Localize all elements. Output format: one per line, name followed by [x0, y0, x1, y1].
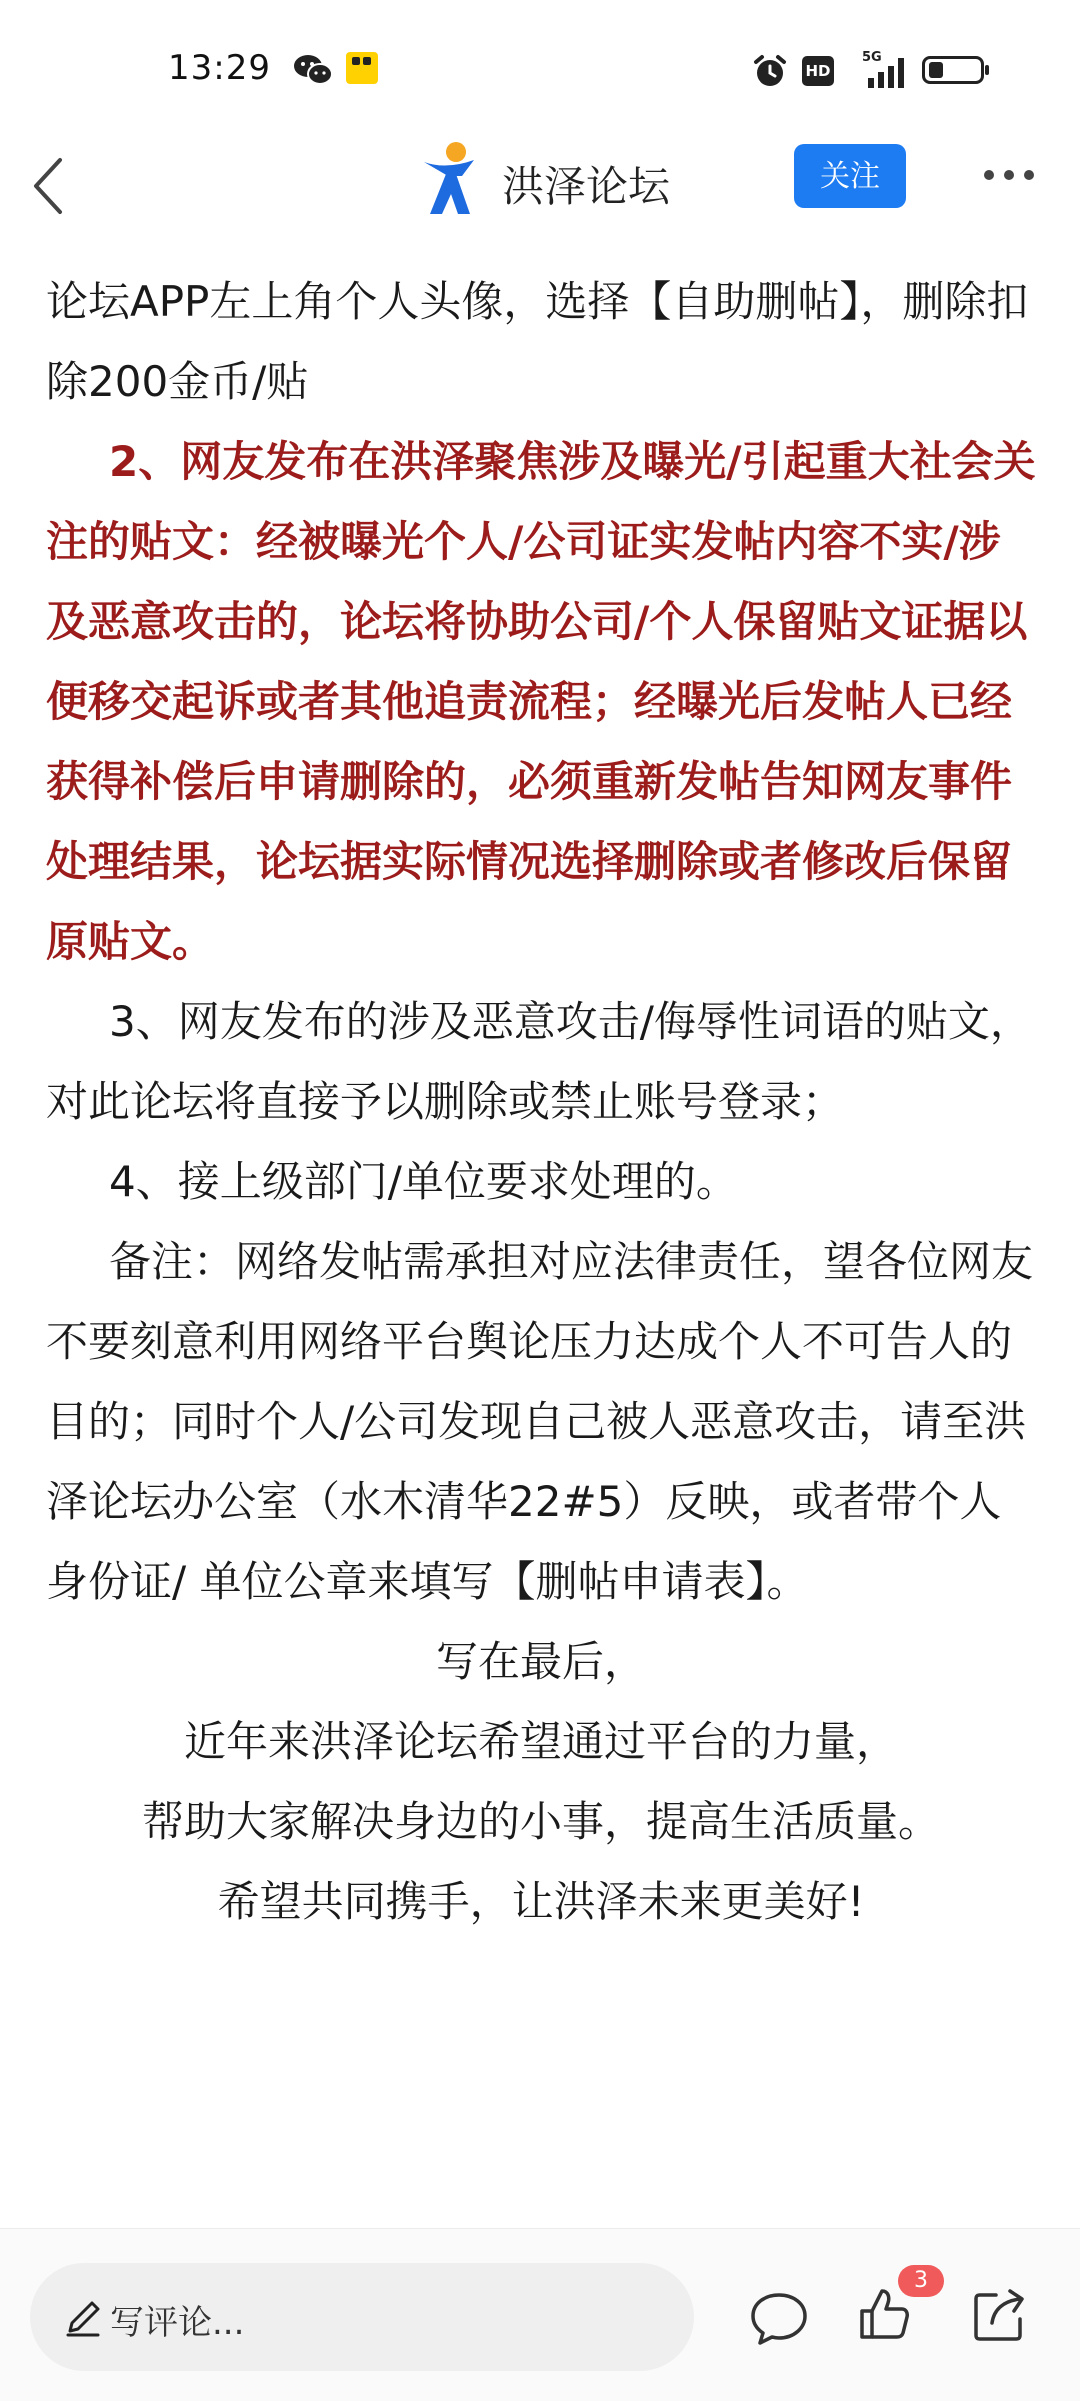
app-notification-icon — [346, 52, 378, 84]
article-paragraph-highlight: 2、网友发布在洪泽聚焦涉及曝光/引起重大社会关注的贴文：经被曝光个人/公司证实发帖内容不实/涉及恶意攻击的，论坛将协助公司/个人保留贴文证据以便移交起诉或者其他追责流程；经曝光后发帖人已经获得补偿后申请删除的，必须重新发帖告知网友事件处理结果，论坛据实际情况选择删除或者修改后保留原贴文。 — [46, 437, 1036, 966]
page-title: 洪泽论坛 — [502, 162, 671, 211]
comment-icon[interactable] — [748, 2289, 810, 2347]
comment-placeholder: 写评论... — [110, 2303, 245, 2343]
nav-bar — [0, 140, 1080, 280]
network-type-label: 5G — [862, 50, 882, 65]
follow-button[interactable]: 关注 — [794, 144, 906, 208]
hd-icon: HD — [802, 56, 834, 86]
more-dot-icon — [984, 170, 994, 180]
wechat-icon — [292, 52, 334, 88]
article-paragraph: 3、网友发布的涉及恶意攻击/侮辱性词语的贴文，对此论坛将直接予以删除或禁止账号登录； — [46, 997, 1032, 1126]
article-paragraph: 4、接上级部门/单位要求处理的。 — [109, 1157, 738, 1206]
more-dot-icon — [1004, 170, 1014, 180]
battery-icon — [922, 56, 984, 84]
signal-5g-icon — [856, 48, 908, 90]
closing-line: 近年来洪泽论坛希望通过平台的力量， — [183, 1717, 898, 1766]
status-bar — [0, 0, 1080, 140]
bottom-action-bar — [0, 2228, 1080, 2401]
alarm-icon — [752, 54, 788, 90]
more-options-button[interactable] — [980, 162, 1040, 192]
article-body — [46, 262, 1036, 1942]
article-paragraph: 论坛APP左上角个人头像，选择【自助删帖】，删除扣除200金币/贴 — [46, 277, 1029, 406]
more-dot-icon — [1024, 170, 1034, 180]
comment-input[interactable] — [30, 2263, 694, 2371]
status-time: 13:29 — [168, 48, 271, 88]
closing-line: 帮助大家解决身边的小事，提高生活质量。 — [141, 1797, 940, 1846]
like-count-badge: 3 — [898, 2265, 944, 2297]
pencil-icon — [62, 2297, 104, 2339]
article-note: 备注：网络发帖需承担对应法律责任，望各位网友不要刻意利用网络平台舆论压力达成个人不可告人的目的；同时个人/公司发现自己被人恶意攻击，请至洪泽论坛办公室（水木清华22#5）反映，或者带个人身份证/ 单位公章来填写【删帖申请表】。 — [46, 1237, 1034, 1606]
closing-line: 希望共同携手，让洪泽未来更美好! — [217, 1877, 865, 1926]
back-button[interactable] — [22, 148, 82, 228]
closing-line: 写在最后， — [435, 1637, 646, 1686]
forum-logo-icon — [418, 140, 480, 220]
share-icon[interactable] — [970, 2287, 1028, 2345]
